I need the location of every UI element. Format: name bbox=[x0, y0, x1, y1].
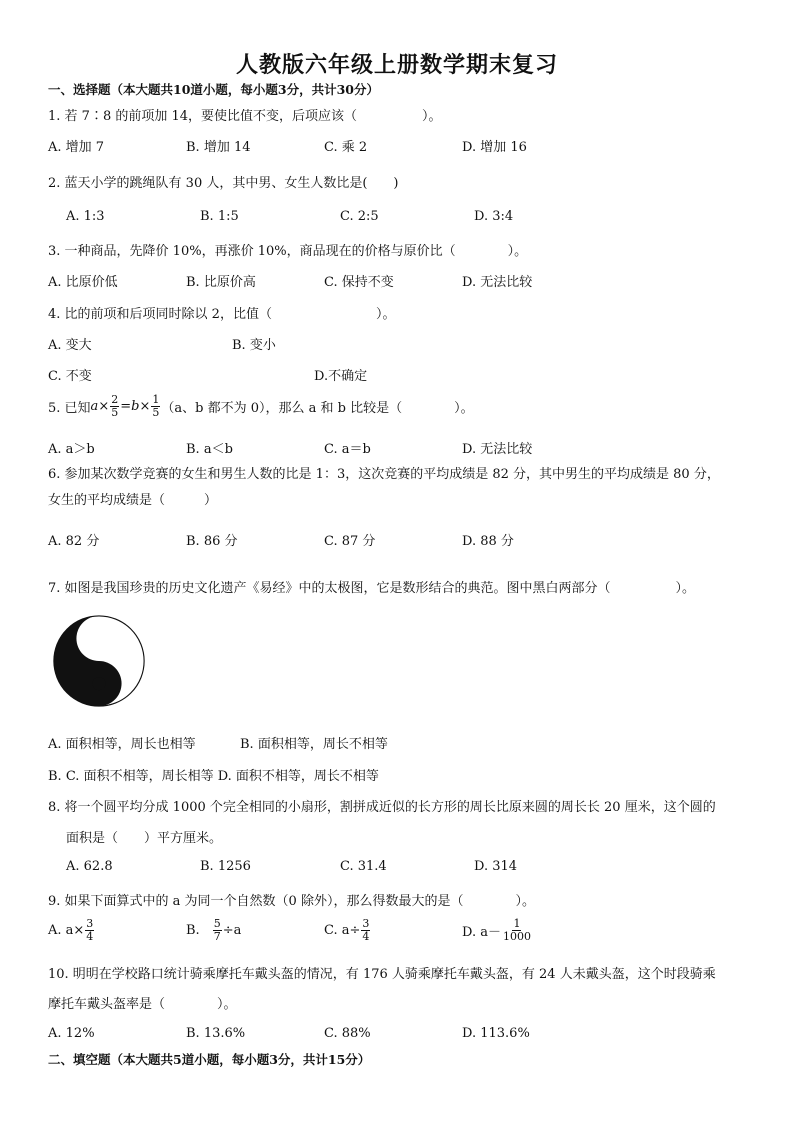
q10-option-d: D. 113.6% bbox=[462, 1026, 530, 1041]
question-1-stem: 1. 若 7∶8 的前项加 14，要使比值不变，后项应该（ ）。 bbox=[48, 109, 442, 124]
question-3-stem: 3. 一种商品，先降价 10%，再涨价 10%，商品现在的价格与原价比（ ）。 bbox=[48, 244, 528, 259]
q5-fraction-1-5 bbox=[151, 394, 160, 419]
q7-option-cd: B. C. 面积不相等，周长相等 D. 面积不相等，周长不相等 bbox=[48, 769, 379, 784]
q7-option-a: A. 面积相等，周长也相等 bbox=[48, 737, 196, 752]
q1-option-c: C. 乘 2 bbox=[324, 140, 368, 155]
section-heading-choice: 一、选择题（本大题共10道小题，每小题3分，共计30分） bbox=[48, 82, 379, 97]
q9-b-denominator: 7 bbox=[213, 930, 221, 943]
q2-option-c: C. 2:5 bbox=[340, 209, 379, 224]
q9-c-fraction bbox=[361, 918, 370, 943]
q6-option-d: D. 88 分 bbox=[462, 534, 514, 549]
q5-fraction-2-denominator: 5 bbox=[152, 406, 160, 419]
q6-option-c: C. 87 分 bbox=[324, 534, 376, 549]
q5-equals: = bbox=[120, 399, 132, 414]
q6-option-a: A. 82 分 bbox=[48, 534, 100, 549]
question-6-stem-line-1: 6. 参加某次数学竞赛的女生和男生人数的比是 1：3，这次竞赛的平均成绩是 82 分，其中男生的平均成绩是 80 分， bbox=[48, 467, 720, 482]
q9-c-denominator: 4 bbox=[362, 930, 370, 943]
q10-option-c: C. 88% bbox=[324, 1026, 371, 1041]
section-heading-fill-in: 二、填空题（本大题共5道小题，每小题3分，共计15分） bbox=[48, 1052, 371, 1067]
q9-c-prefix: C. a÷ bbox=[324, 923, 361, 938]
q6-option-b: B. 86 分 bbox=[186, 534, 238, 549]
question-5-stem bbox=[48, 394, 474, 419]
q9-b-prefix: B. bbox=[186, 923, 200, 938]
q5-option-d: D. 无法比较 bbox=[462, 442, 533, 457]
q9-a-prefix: A. a× bbox=[48, 923, 85, 938]
q5-fraction-2-numerator: 1 bbox=[152, 393, 160, 406]
question-8-stem-line-1: 8. 将一个圆平均分成 1000 个完全相同的小扇形，割拼成近似的长方形的周长比原来圆的周长长 20 厘米，这个圆的 bbox=[48, 800, 716, 815]
q5-option-a: A. a＞b bbox=[48, 442, 95, 457]
q9-a-numerator: 3 bbox=[86, 917, 94, 930]
q10-option-a: A. 12% bbox=[48, 1026, 95, 1041]
taiji-black-dot bbox=[92, 677, 105, 690]
q9-d-prefix: D. a－ bbox=[462, 925, 501, 940]
q1-option-d: D. 增加 16 bbox=[462, 140, 527, 155]
q9-option-a bbox=[48, 918, 95, 943]
q5-fraction-1-denominator: 5 bbox=[111, 406, 119, 419]
question-2-stem: 2. 蓝天小学的跳绳队有 30 人，其中男、女生人数比是( ) bbox=[48, 176, 399, 191]
q9-option-c bbox=[324, 918, 371, 943]
page-title: 人教版六年级上册数学期末复习 bbox=[235, 53, 558, 78]
question-4-stem: 4. 比的前项和后项同时除以 2，比值（ ）。 bbox=[48, 307, 396, 322]
taiji-white-dot bbox=[92, 632, 105, 645]
question-7-stem: 7. 如图是我国珍贵的历史文化遗产《易经》中的太极图，它是数形结合的典范。图中黑白两部分（ ）。 bbox=[48, 581, 696, 596]
q8-option-a: A. 62.8 bbox=[66, 859, 113, 874]
q8-option-c: C. 31.4 bbox=[340, 859, 387, 874]
q5-fraction-2-5 bbox=[110, 394, 119, 419]
q4-option-c: C. 不变 bbox=[48, 369, 92, 384]
q9-option-d bbox=[462, 918, 533, 943]
q5-prefix: 5. 已知 bbox=[48, 401, 91, 416]
q9-a-fraction bbox=[85, 918, 94, 943]
q3-option-a: A. 比原价低 bbox=[48, 275, 118, 290]
q2-option-d: D. 3:4 bbox=[474, 209, 514, 224]
q8-option-b: B. 1256 bbox=[200, 859, 251, 874]
q8-option-d: D. 314 bbox=[474, 859, 518, 874]
q9-option-b bbox=[186, 918, 241, 943]
q5-option-b: B. a＜b bbox=[186, 442, 233, 457]
question-10-stem-line-1: 10. 明明在学校路口统计骑乘摩托车戴头盔的情况，有 176 人骑乘摩托车戴头盔，有 24 人未戴头盔，这个时段骑乘 bbox=[48, 967, 716, 982]
q5-times-2: × bbox=[139, 399, 151, 414]
question-9-stem: 9. 如果下面算式中的 a 为同一个自然数（0 除外），那么得数最大的是（ ）。 bbox=[48, 894, 535, 909]
q9-d-denominator: 1000 bbox=[502, 930, 531, 943]
question-8-stem-line-2: 面积是（ ）平方厘米。 bbox=[66, 831, 223, 846]
q9-b-fraction bbox=[213, 918, 222, 943]
q9-d-fraction bbox=[502, 918, 532, 943]
q1-option-b: B. 增加 14 bbox=[186, 140, 251, 155]
q5-times-1: × bbox=[98, 399, 110, 414]
q9-a-denominator: 4 bbox=[86, 930, 94, 943]
q5-var-a: a bbox=[90, 399, 99, 414]
q9-d-numerator: 1 bbox=[513, 917, 521, 930]
q4-option-d: D.不确定 bbox=[314, 369, 368, 384]
q3-option-c: C. 保持不变 bbox=[324, 275, 394, 290]
q5-var-b: b bbox=[131, 399, 140, 414]
q7-option-b: B. 面积相等，周长不相等 bbox=[240, 737, 388, 752]
q5-option-c: C. a＝b bbox=[324, 442, 371, 457]
taiji-diagram bbox=[52, 614, 146, 708]
q10-option-b: B. 13.6% bbox=[186, 1026, 246, 1041]
q4-option-b: B. 变小 bbox=[232, 338, 276, 353]
q3-option-d: D. 无法比较 bbox=[462, 275, 533, 290]
q1-option-a: A. 增加 7 bbox=[48, 140, 105, 155]
q2-option-a: A. 1:3 bbox=[66, 209, 105, 224]
q3-option-b: B. 比原价高 bbox=[186, 275, 256, 290]
q9-c-numerator: 3 bbox=[362, 917, 370, 930]
question-10-stem-line-2: 摩托车戴头盔率是（ ）。 bbox=[48, 997, 237, 1012]
q5-suffix: （a、b 都不为 0），那么 a 和 b 比较是（ ）。 bbox=[161, 401, 474, 416]
q9-b-suffix: ÷a bbox=[222, 923, 242, 938]
q2-option-b: B. 1:5 bbox=[200, 209, 239, 224]
q5-fraction-1-numerator: 2 bbox=[111, 393, 119, 406]
q4-option-a: A. 变大 bbox=[48, 338, 92, 353]
q9-b-numerator: 5 bbox=[213, 917, 221, 930]
question-6-stem-line-2: 女生的平均成绩是（ ） bbox=[48, 493, 218, 508]
